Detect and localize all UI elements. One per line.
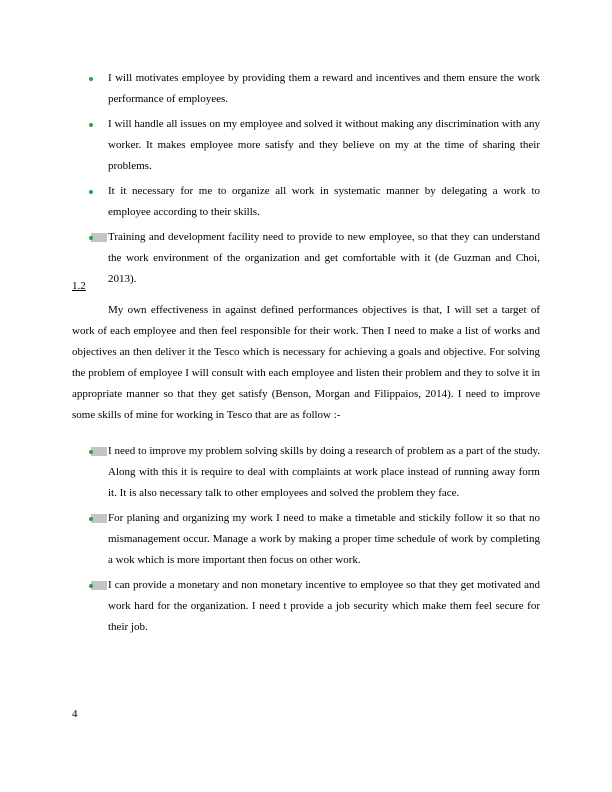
highlight-marker bbox=[91, 447, 107, 456]
bullet-dot-icon bbox=[89, 77, 93, 81]
list-item bbox=[72, 227, 540, 290]
list-item bbox=[72, 181, 540, 223]
list-item bbox=[72, 68, 540, 110]
bullet-dot-icon bbox=[89, 450, 93, 454]
bullet-dot-icon bbox=[89, 517, 93, 521]
highlight-marker bbox=[91, 233, 107, 242]
bullet-dot-icon bbox=[89, 190, 93, 194]
bullet-text: I will handle all issues on my employee and solved it without making any discrimination with any worker. It makes employee more satisfy and they believe on my at the time of sharing their problems. bbox=[108, 118, 540, 172]
page-number: 4 bbox=[72, 708, 78, 720]
highlight-marker bbox=[91, 514, 107, 523]
list-item bbox=[72, 114, 540, 177]
bullet-text: It it necessary for me to organize all work in systematic manner by delegating a work to employee according to their skills. bbox=[108, 185, 540, 218]
list-item bbox=[72, 508, 540, 571]
bullet-text: I will motivates employee by providing them a reward and incentives and them ensure the work performance of employees. bbox=[108, 72, 540, 105]
list-item bbox=[72, 575, 540, 638]
bullet-dot-icon bbox=[89, 123, 93, 127]
bullet-dot-icon bbox=[89, 584, 93, 588]
body-paragraph: My own effectiveness in against defined performances objectives is that, I will set a target of work of each employee and then feel responsible for their work. Then I need to make a list of works and objectives an then deliver it the Tesco which is necessary for achieving a goals and objective. For solving the problem of employee I will consult with each employee and listen their problem and they to solve it in appropriate manner so that they get satisfy (Benson, Morgan and Filippaios, 2014). I need to improve some skills of mine for working in Tesco that are as follow :- bbox=[72, 304, 540, 421]
bullet-dot-icon bbox=[89, 236, 93, 240]
bottom-bullet-list bbox=[72, 441, 540, 642]
section-number: 1.2 bbox=[72, 280, 86, 292]
bullet-text: Training and development facility need to provide to new employee, so that they can understand the work environment of the organization and get comfortable with it (de Guzman and Choi, 2013). bbox=[108, 231, 540, 285]
top-bullet-list bbox=[72, 68, 540, 294]
bullet-text: I can provide a monetary and non monetary incentive to employee so that they get motivated and work hard for the organization. I need t provide a job security which make them feel secure for their job. bbox=[108, 579, 540, 633]
bullet-text: I need to improve my problem solving skills by doing a research of problem as a part of the study. Along with this it is require to deal with complaints at work place instead of running away form it. It is also necessary talk to other employees and solved the problem they face. bbox=[108, 445, 540, 499]
bullet-text: For planing and organizing my work I need to make a timetable and stickily follow it so that no mismanagement occur. Manage a work by making a proper time schedule of work by completing a wok which is more important then focus on other work. bbox=[108, 512, 540, 566]
highlight-marker bbox=[91, 581, 107, 590]
list-item bbox=[72, 441, 540, 504]
